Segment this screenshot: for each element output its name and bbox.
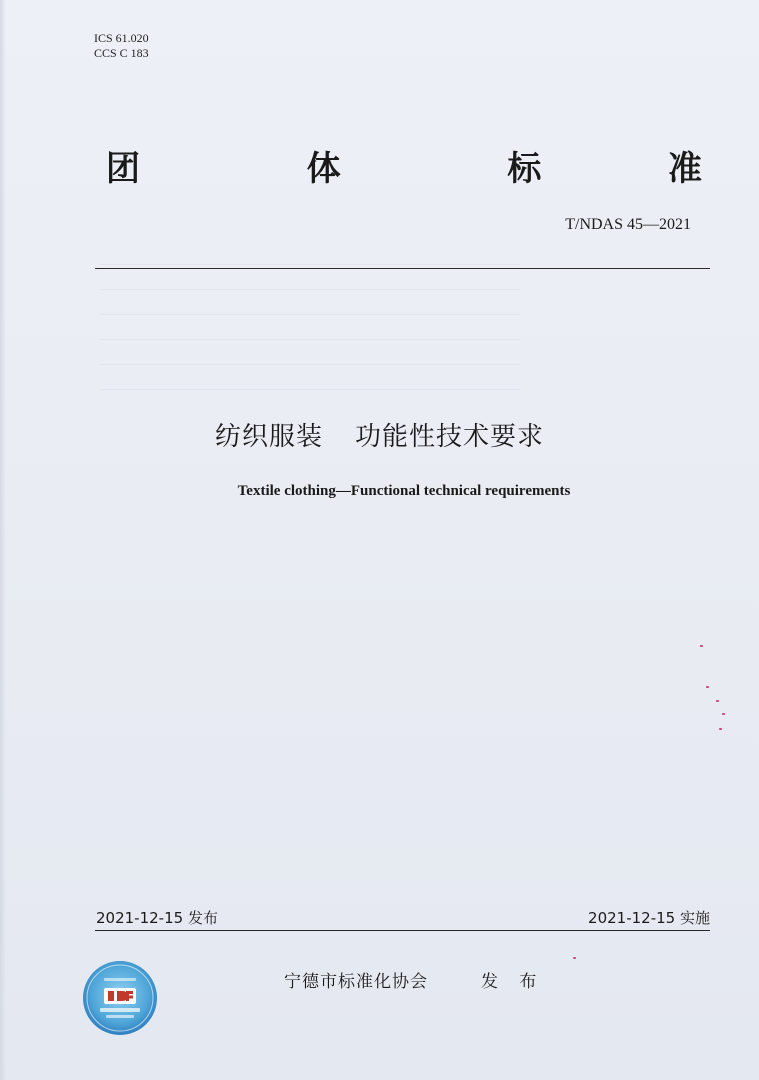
ink-speck bbox=[722, 713, 725, 715]
ink-speck bbox=[700, 645, 703, 647]
implement-date: 2021-12-15 实施 bbox=[588, 909, 710, 927]
show-through-texture bbox=[100, 240, 520, 390]
publisher-name: 宁德市标准化协会 bbox=[284, 972, 428, 992]
publish-date: 2021-12-15 发布 bbox=[96, 909, 218, 927]
ink-speck bbox=[719, 728, 722, 730]
heading-char: 体 bbox=[306, 148, 341, 189]
classification-codes bbox=[94, 31, 149, 61]
certification-seal-icon bbox=[82, 960, 158, 1036]
ics-code: ICS 61.020 bbox=[94, 31, 149, 45]
ccs-code: CCS C 183 bbox=[94, 46, 149, 60]
title-chinese-part1: 纺织服装 bbox=[214, 422, 323, 452]
ink-speck bbox=[716, 700, 719, 702]
footer-divider bbox=[95, 930, 710, 931]
title-english: Textile clothing—Functional technical requirements bbox=[237, 483, 571, 499]
publisher-suffix: 发 布 bbox=[481, 972, 545, 992]
ink-speck bbox=[573, 957, 576, 959]
heading-char: 准 bbox=[667, 148, 702, 189]
page-edge-shadow bbox=[0, 0, 6, 1080]
standard-number: T/NDAS 45—2021 bbox=[565, 216, 691, 233]
document-type-heading bbox=[106, 140, 702, 190]
ink-speck bbox=[706, 686, 709, 688]
heading-char: 标 bbox=[507, 148, 542, 189]
title-chinese bbox=[0, 416, 759, 453]
title-chinese-part2: 功能性技术要求 bbox=[355, 422, 545, 452]
header-divider bbox=[95, 268, 710, 269]
heading-char: 团 bbox=[106, 148, 140, 189]
